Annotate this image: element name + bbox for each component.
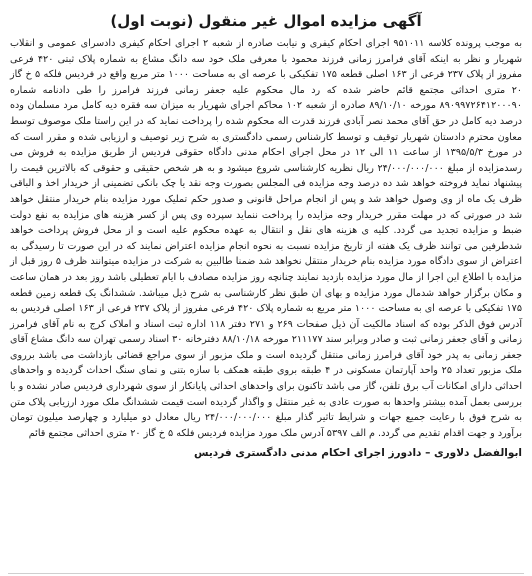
notice-body: به موجب پرونده کلاسه ۹۵۱۰۱۱ اجرای احکام کیفری و نیابت صادره از شعبه ۲ اجرای احکام کیفری دادسرای عمومی و انقلاب شهریار و نظر به اینکه آقای فرامرز زمانی فرزند محمود با معرفی ملک خود سه دانگ مشاع به شماره پلاک ثبتی ۴۲۰ فرعی مفروز از پلاک ۲۳۷ فرعی از ۱۶۳ اصلی قطعه ۱۷۵ تفکیکی با عرصه ای به مساحت ۱۰۰۰ متر مربع واقع در فردیس فلکه ۵ خ گاز ۲۰ متری احداثی مجتمع قائم حاضر شده که رد مال محکوم علیه جعفر زمانی فرزند فرامرز را طی دادنامه شماره ۸۹۰۹۹۷۲۶۴۱۲۰۰۰۹۰ مورخه ۸۹/۱۰/۱۰ صادره از شعبه ۱۰۲ محاکم اجرای شهریار به میزان سه فقره دیه کامل مرد مسلمان وده درصد دیه کامل در حق آقای محمد نصر آبادی فرزند قدرت اله محکوم شده را پرداخت نماید که در این راستا ملک موصوف توسط معاون محترم دادستان شهریار توقیف و توسط کارشناس رسمی دادگستری به شرح زیر توصیف و ارزیابی شده و مقرر است که در مورخ ۱۳۹۵/۵/۳ از ساعت ۱۱ الی ۱۲ در محل اجرای احکام مدنی دادگاه حقوقی فردیس از طریق مزایده به فروش می رسدمزایده از مبلغ ۲۴/۰۰۰/۰۰۰/۰۰۰ ریال نظریه کارشناسی شروع میشود و به هر شخص حقیقی و حقوقی که بالاترین قیمت را پیشنهاد نماید فروخته خواهد شد ده درصد وجه مزایده فی المجلس بصورت وجه نقد یا چک بانکی تضمینی از خریدار اخذ و الباقی ظرف یک ماه از وی وصول خواهد شد و پس از انجام مراحل قانونی و صدور حکم تملیک مورد مزایده بنام خریدار منتقل خواهد شد در صورتی که در مهلت مقرر خریدار وجه مزایده را پرداخت ننماید سپرده وی پس از کسر هزینه های مزایده به نفع دولت ضبط و مزایده تجدید می گردد. کلیه ی هزینه های نقل و انتقال به عهده محکوم علیه است و از محل فروش پرداخت خواهد شدطرفین می توانند ظرف یک هفته از تاریخ مزایده نسبت به نحوه انجام مزایده اعتراض نمایند که در این صورت تا رسیدگی به اعتراض از سوی دادگاه مورد مزایده بنام خریدار منتقل نخواهد شد ضمنا طالبین به شرکت در مزایده میتوانند ظرف ۵ روز قبل از مزایده با اطلاع این اجرا از مال مورد مزایده بازدید نمایند چنانچه روز مزایده مصادف با ایام تعطیلی باشد روز بعد در همان ساعت و مکان برگزار خواهد شدمال مورد مزایده و بهای ان طبق نظر کارشناسی به شرح ذیل میباشد. ششدانگ یک قطعه زمین قطعه ۱۷۵ تفکیکی با عرصه ای به مساحت ۱۰۰۰ متر مربع به شماره پلاک ۴۲۰ فرعی مفروز از پلاک ۲۳۷ فرعی از ۱۶۳ اصلی فردیس به آدرس فوق الذکر بوده که اسناد مالکیت آن ذیل صفحات ۲۶۹ و ۲۷۱ دفتر ۱۱۸ اداره ثبت اسناد و املاک کرج به نام آقای فرامرز زمانی و آقای جعفر زمانی ثبت و صادر وبرابر سند ۲۱۱۱۷۷ مورخه ۸۸/۱۰/۱۸ دفترخانه ۳۰ اسناد رسمی تهران سه دانگ مشاع آقای جعفر زمانی به پدر خود آقای فرامرز زمانی منتقل گردیده است و ملک مزبور از سوی مراجع قضائی بازداشت می باشد برروی ملک مزبور تعداد ۲۵ واحد آپارتمان مسکونی در ۴ طبقه بروی طبقه همکف با سازه بتنی و نمای سنگ احداث گردیده و واحدهای احداثی دارای امکانات آب برق تلفن، گاز می باشد تاکنون برای واحدهای احداثی پایانکار از سوی شهرداری فردیس صادر نشده و با بررسی بعمل آمده بیشتر واحدها به صورت عادی به غیر منتقل و واگذار گردیده است قیمت ششدانگ ملک مورد ارزیابی پلاک متن به شرح فوق با رعایت جمیع جهات و شرایط تاثیر گذار مبلغ ۲۴/۰۰۰/۰۰۰/۰۰۰ ریال معادل دو میلیارد و چهارصد میلیون تومان برآورد و جهت اقدام تقدیم می گردد. م الف ۵۳۹۷ آدرس ملک مورد مزایده فردیس فلکه ۵ خ گاز ۲۰ متری احداثی مجتمع قائم xyxy=(10,38,523,439)
bottom-divider xyxy=(8,573,524,574)
auction-notice xyxy=(8,6,524,570)
notice-title: آگهی مزایده اموال غیر منقول (نوبت اول) xyxy=(110,12,422,30)
notice-signature: ابوالفضل دلاوری – دادورز اجرای احکام مدنی دادگستری فردیس xyxy=(194,447,522,460)
